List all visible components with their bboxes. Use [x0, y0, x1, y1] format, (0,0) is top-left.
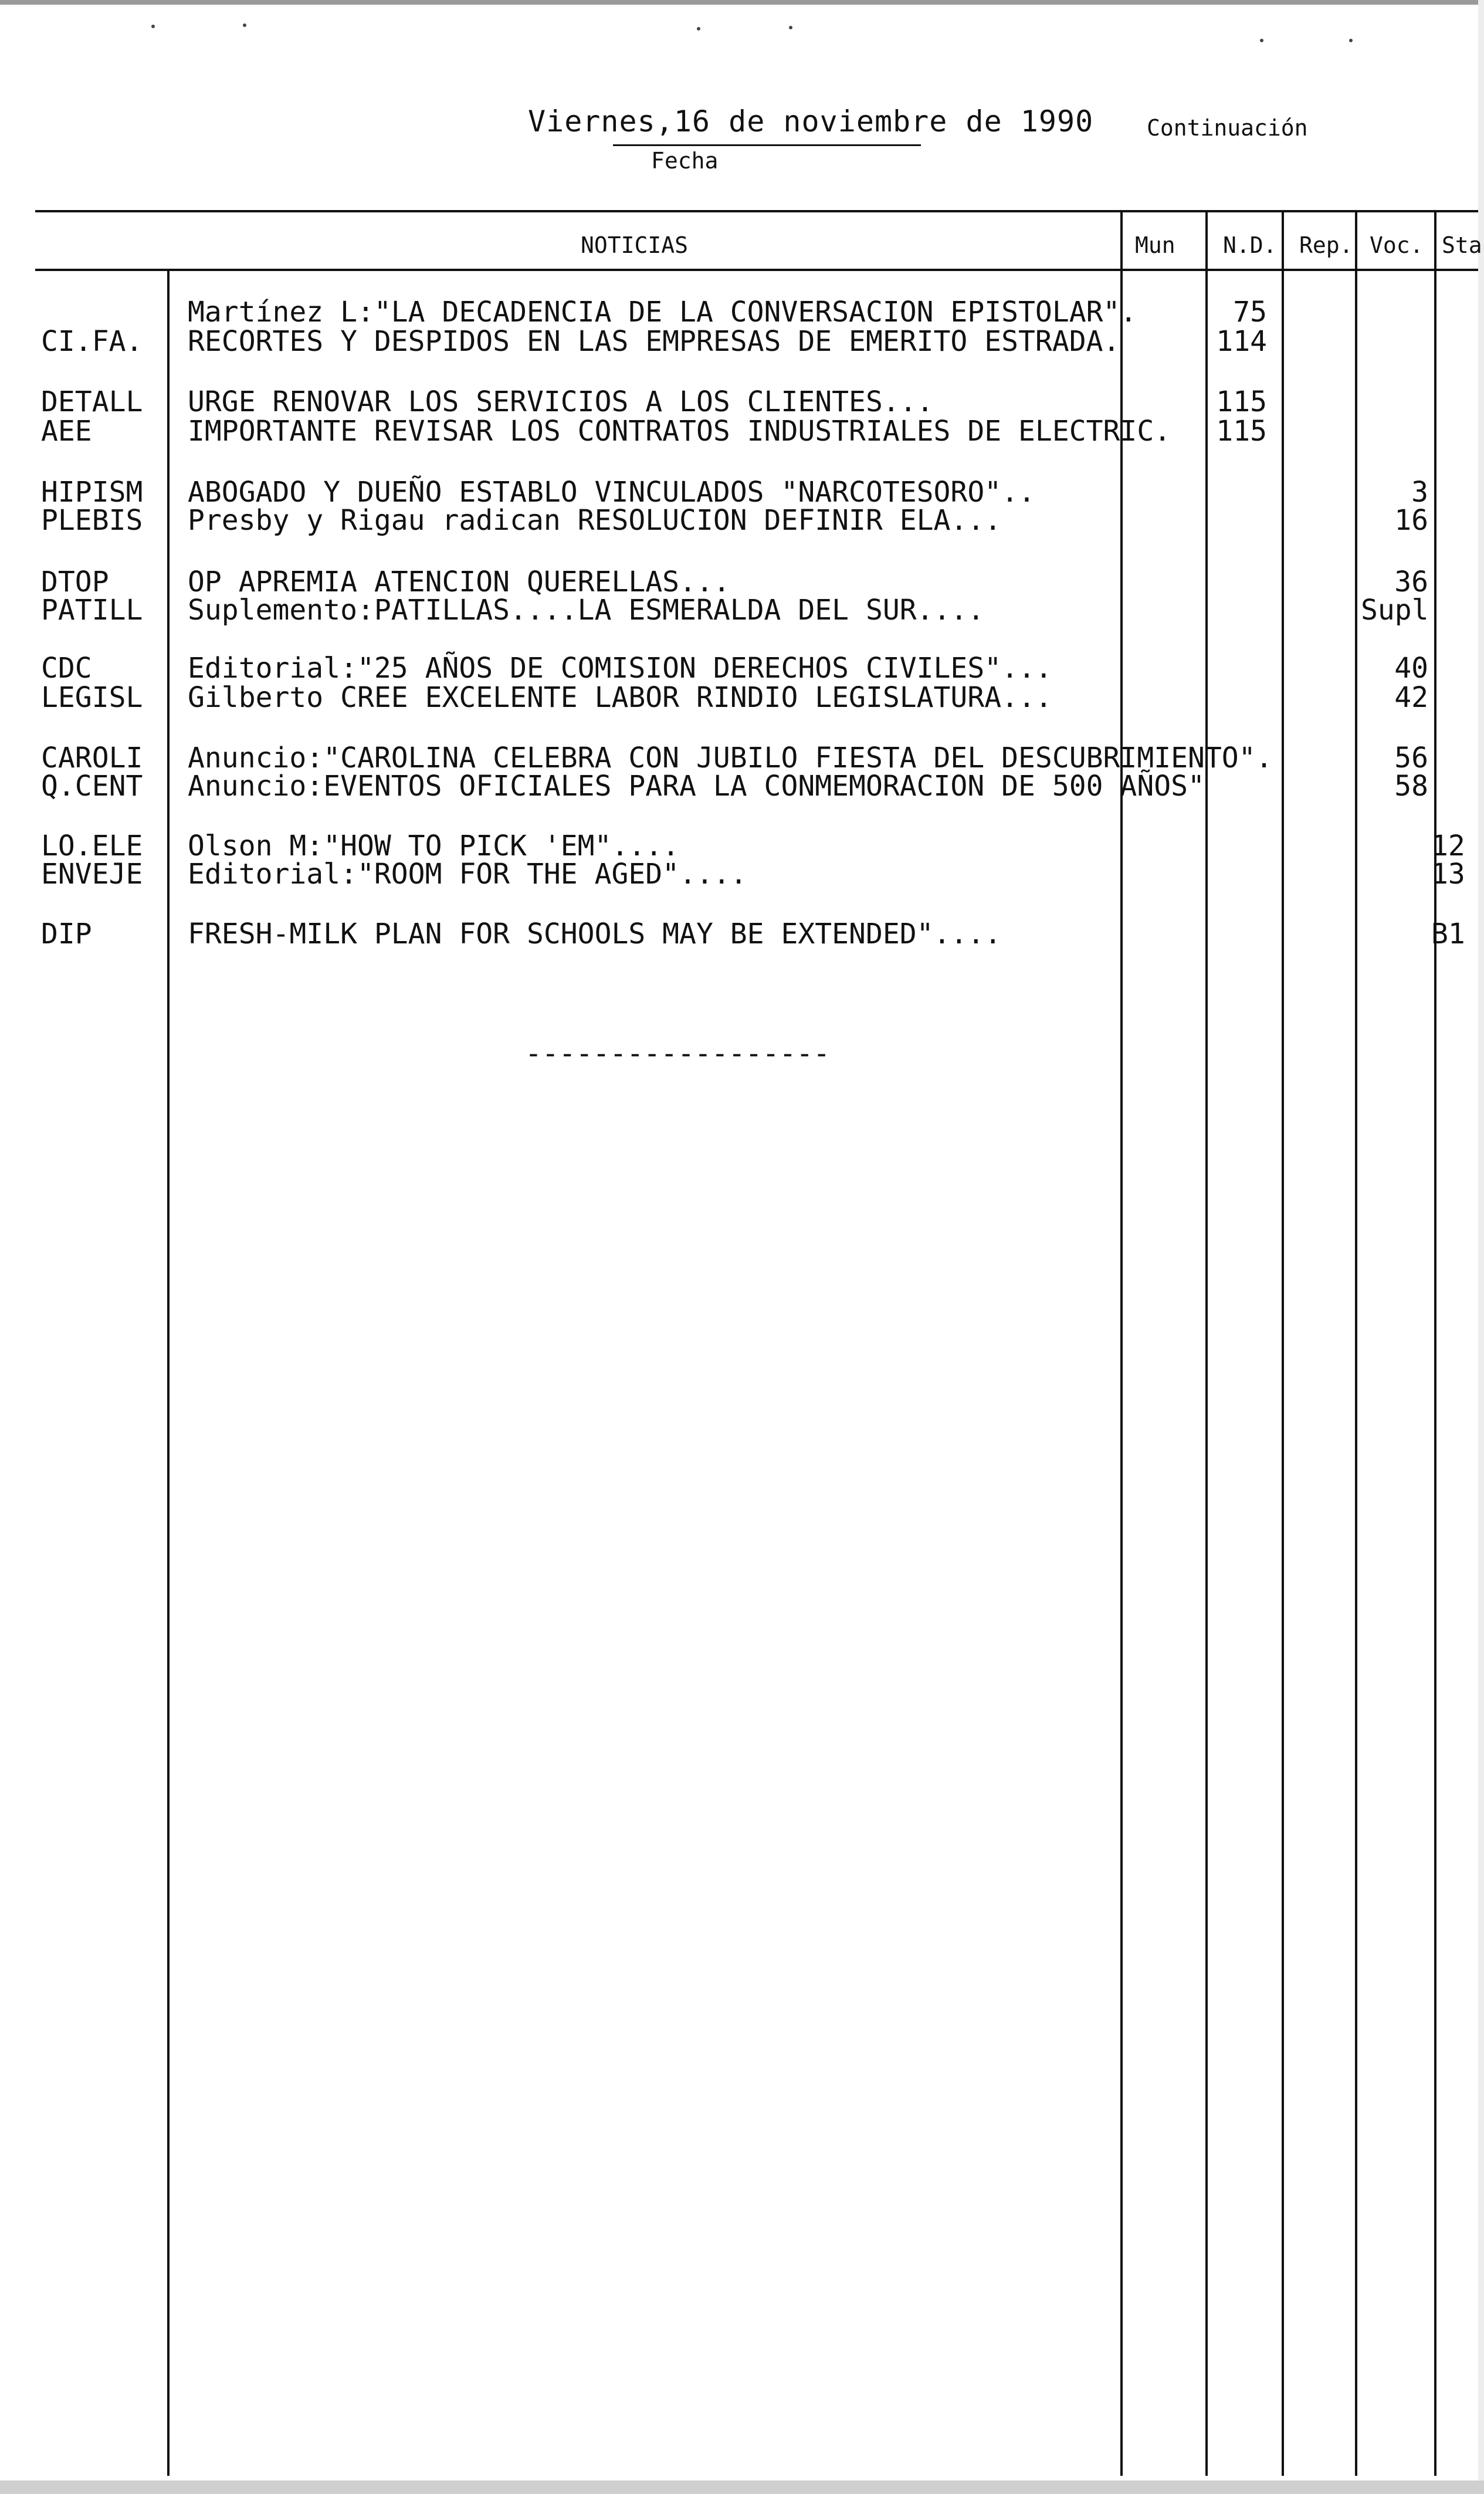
- row-news: Presby y Rigau radican RESOLUCION DEFINIR ELA...: [188, 504, 1002, 537]
- continuation-label: Continuación: [1147, 115, 1308, 141]
- row-sta: 13: [1431, 858, 1465, 891]
- row-voc: 40: [1394, 652, 1428, 685]
- row-code: LEGISL: [41, 681, 143, 714]
- row-news: URGE RENOVAR LOS SERVICIOS A LOS CLIENTES...: [188, 385, 934, 418]
- row-nd: 114: [1216, 325, 1267, 358]
- column-header-mun: Mun: [1135, 232, 1175, 258]
- row-code: ENVEJE: [41, 858, 143, 891]
- row-news: RECORTES Y DESPIDOS EN LAS EMPRESAS DE EMERITO ESTRADA.: [188, 325, 1120, 358]
- date-label: Fecha: [651, 148, 719, 174]
- row-voc: 58: [1394, 770, 1428, 803]
- column-header-nd: N.D.: [1223, 232, 1277, 258]
- row-code: HIPISM: [41, 476, 143, 509]
- scan-speck: [151, 25, 155, 28]
- scan-right-edge: [1478, 0, 1484, 2494]
- row-nd: 115: [1216, 385, 1267, 418]
- column-divider-sta: [1434, 211, 1436, 2476]
- row-news: FRESH-MILK PLAN FOR SCHOOLS MAY BE EXTENDED"....: [188, 918, 1002, 950]
- row-voc: 36: [1394, 566, 1428, 598]
- row-sta: 12: [1431, 830, 1465, 862]
- end-of-list-rule: ------------------: [525, 1037, 831, 1070]
- row-news: IMPORTANTE REVISAR LOS CONTRATOS INDUSTRIALES DE ELECTRIC.: [188, 415, 1171, 448]
- scan-speck: [243, 23, 246, 27]
- row-voc: 42: [1394, 681, 1428, 714]
- row-news: Gilberto CREE EXCELENTE LABOR RINDIO LEGISLATURA...: [188, 681, 1052, 714]
- row-voc: Supl: [1361, 594, 1429, 627]
- row-news: Suplemento:PATILLAS....LA ESMERALDA DEL SUR....: [188, 594, 985, 627]
- column-header-noticias: NOTICIAS: [581, 232, 689, 258]
- row-voc: 16: [1394, 504, 1428, 537]
- row-news: OP APREMIA ATENCION QUERELLAS...: [188, 566, 730, 598]
- scan-speck: [697, 27, 700, 31]
- page-date: Viernes,16 de noviembre de 1990: [528, 104, 1094, 138]
- row-code: AEE: [41, 415, 92, 448]
- scan-bottom-border: [0, 2481, 1484, 2494]
- scan-top-border: [0, 0, 1484, 5]
- row-code: DETALL: [41, 385, 143, 418]
- row-news: Editorial:"25 AÑOS DE COMISION DERECHOS CIVILES"...: [188, 652, 1052, 685]
- column-divider-voc: [1355, 211, 1357, 2476]
- row-voc: 56: [1394, 742, 1428, 774]
- row-code: PLEBIS: [41, 504, 143, 537]
- column-header-rep: Rep.: [1299, 232, 1353, 258]
- row-news: Martínez L:"LA DECADENCIA DE LA CONVERSACION EPISTOLAR".: [188, 296, 1137, 329]
- row-news: ABOGADO Y DUEÑO ESTABLO VINCULADOS "NARCOTESORO"..: [188, 476, 1035, 509]
- row-code: DIP: [41, 918, 92, 950]
- row-news: Anuncio:"CAROLINA CELEBRA CON JUBILO FIESTA DEL DESCUBRIMIENTO".: [188, 742, 1273, 774]
- row-code: CI.FA.: [41, 325, 143, 358]
- row-nd: 115: [1216, 415, 1267, 448]
- row-code: LO.ELE: [41, 830, 143, 862]
- row-code: CAROLI: [41, 742, 143, 774]
- date-underline: [613, 144, 921, 146]
- scan-speck: [789, 26, 792, 29]
- row-code: DTOP: [41, 566, 109, 598]
- row-code: Q.CENT: [41, 770, 143, 803]
- row-nd: 75: [1233, 296, 1267, 329]
- column-divider-mun: [1120, 211, 1123, 2476]
- column-header-sta: Sta: [1442, 232, 1482, 258]
- table-header-rule: [35, 269, 1478, 271]
- column-header-voc: Voc.: [1370, 232, 1424, 258]
- scan-speck: [1260, 39, 1263, 42]
- row-code: PATILL: [41, 594, 143, 627]
- row-news: Anuncio:EVENTOS OFICIALES PARA LA CONMEMORACION DE 500 AÑOS": [188, 770, 1205, 803]
- column-divider-code: [167, 270, 170, 2476]
- row-news: Olson M:"HOW TO PICK 'EM"....: [188, 830, 680, 862]
- column-divider-rep: [1282, 211, 1284, 2476]
- column-divider-nd: [1205, 211, 1208, 2476]
- table-top-rule: [35, 210, 1478, 212]
- row-voc: 3: [1411, 476, 1428, 509]
- row-news: Editorial:"ROOM FOR THE AGED"....: [188, 858, 747, 891]
- scan-speck: [1349, 39, 1353, 42]
- row-sta: B1: [1431, 918, 1465, 950]
- row-code: CDC: [41, 652, 92, 685]
